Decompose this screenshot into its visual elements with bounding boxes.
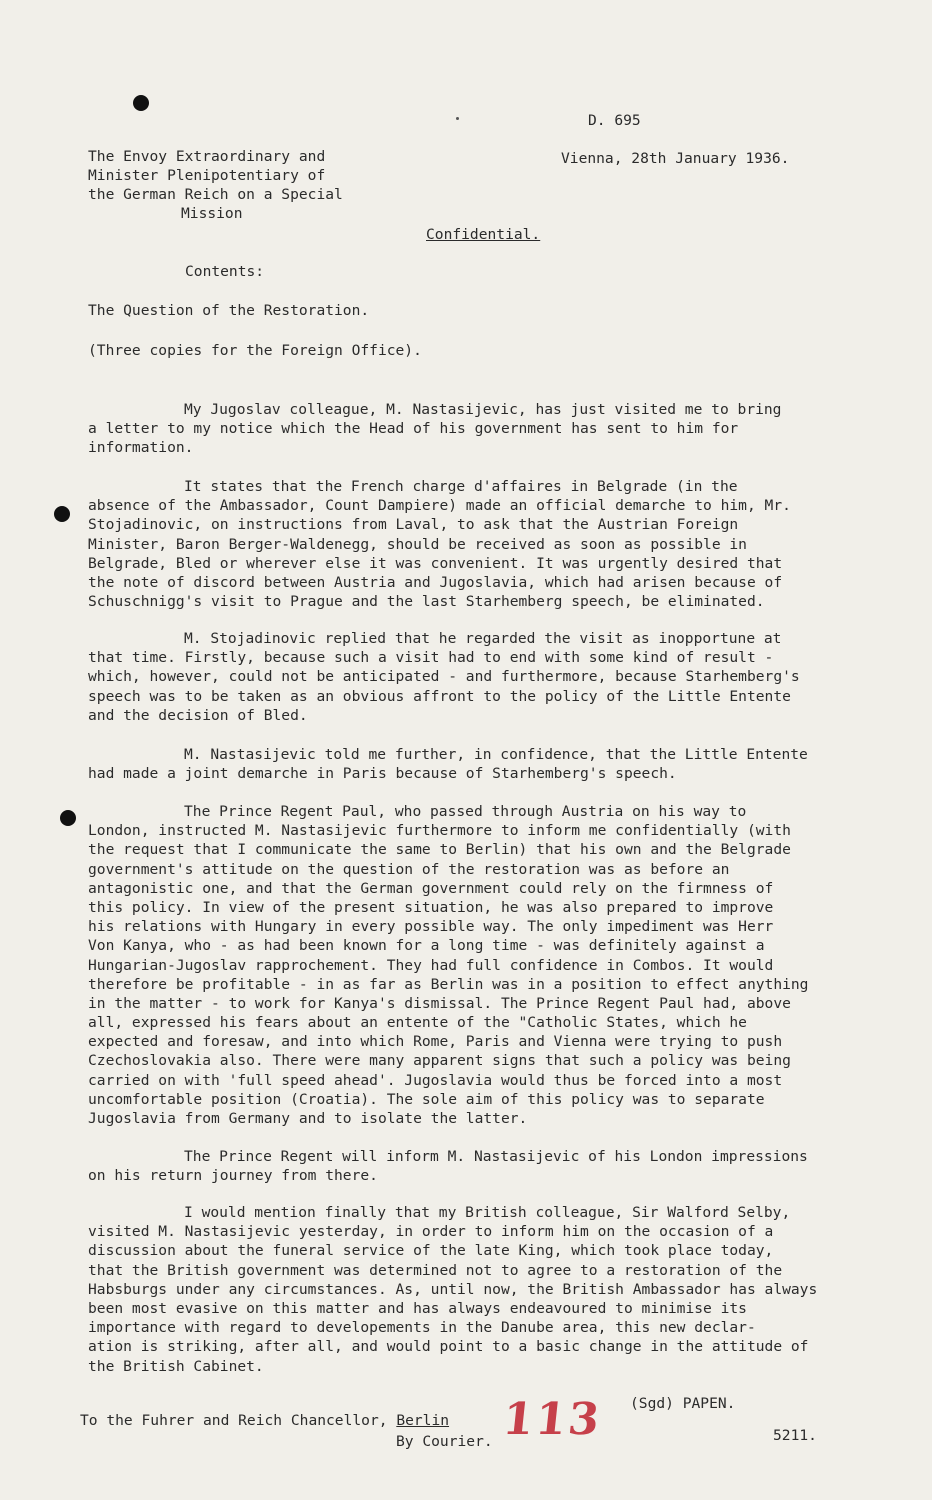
text-line: ation is striking, after all, and would point to a basic change in the attitude of (88, 1338, 809, 1356)
paper-mark (456, 117, 459, 120)
paragraph-6 (88, 1147, 878, 1185)
subject-line: The Question of the Restoration. (88, 302, 370, 319)
text-line: information. (88, 439, 194, 457)
classification: Confidential. (426, 226, 541, 243)
paragraph-2 (88, 477, 878, 611)
text-line: Jugoslavia from Germany and to isolate the latter. (88, 1110, 528, 1127)
sender-block (88, 148, 343, 224)
paragraph-7 (88, 1203, 878, 1376)
text-line: this policy. In view of the present situation, he was also prepared to improve (88, 898, 774, 916)
text-line: visited M. Nastasijevic yesterday, in order to inform him on the occasion of a (88, 1223, 774, 1241)
text-line: Stojadinovic, on instructions from Laval, to ask that the Austrian Foreign (88, 516, 739, 534)
text-line: the note of discord between Austria and Jugoslavia, which had arisen because of (88, 573, 783, 591)
text-line: his relations with Hungary in every possible way. The only impediment was Herr (88, 918, 774, 936)
punch-hole-lower (60, 810, 76, 826)
sender-line: Mission (181, 205, 243, 222)
text-line: discussion about the funeral service of the late King, which took place today, (88, 1242, 774, 1260)
text-line: which, however, could not be anticipated - and furthermore, because Starhemberg's (88, 668, 800, 686)
copies-note: (Three copies for the Foreign Office). (88, 342, 422, 359)
text-line: on his return journey from there. (88, 1167, 378, 1185)
text-line: M. Stojadinovic replied that he regarded the visit as inopportune at (184, 630, 782, 647)
addressee (80, 1412, 449, 1430)
text-line: Minister, Baron Berger-Waldenegg, should be received as soon as possible in (88, 535, 747, 553)
text-line: a letter to my notice which the Head of his government has sent to him for (88, 420, 739, 438)
text-line: Belgrade, Bled or wherever else it was convenient. It was urgently desired that (88, 554, 783, 572)
delivery-method: By Courier. (396, 1433, 493, 1450)
text-line: uncomfortable position (Croatia). The sole aim of this policy was to separate (88, 1090, 765, 1108)
text-line: carried on with 'full speed ahead'. Jugoslavia would thus be forced into a most (88, 1071, 783, 1089)
text-line: London, instructed M. Nastasijevic furthermore to inform me confidentially (with (88, 822, 791, 840)
file-number: 5211. (773, 1427, 817, 1444)
document-number: D. 695 (588, 112, 641, 129)
paragraph-1 (88, 400, 878, 458)
text-line: Habsburgs under any circumstances. As, until now, the British Ambassador has always (88, 1280, 818, 1298)
text-line: and the decision of Bled. (88, 706, 308, 724)
text-line: the British Cabinet. (88, 1357, 264, 1375)
text-line: the request that I communicate the same to Berlin) that his own and the Belgrade (88, 841, 791, 859)
sender-line: the German Reich on a Special (88, 186, 343, 203)
text-line: therefore be profitable - in as far as Berlin was in a position to effect anything (88, 975, 809, 993)
text-line: It states that the French charge d'affaires in Belgrade (in the (184, 478, 738, 495)
punch-hole-top (133, 95, 149, 111)
signature: (Sgd) PAPEN. (630, 1395, 736, 1412)
text-line: Von Kanya, who - as had been known for a long time - was definitely against a (88, 937, 765, 955)
text-line: government's attitude on the question of the restoration was as before an (88, 860, 730, 878)
text-line: in the matter - to work for Kanya's dismissal. The Prince Regent Paul had, above (88, 994, 791, 1012)
sender-line: The Envoy Extraordinary and (88, 148, 326, 165)
text-line: M. Nastasijevic told me further, in confidence, that the Little Entente (184, 746, 808, 763)
text-line: all, expressed his fears about an entente of the "Catholic States, which he (88, 1014, 747, 1032)
text-line: The Prince Regent Paul, who passed through Austria on his way to (184, 803, 747, 820)
text-line: been most evasive on this matter and has always endeavoured to minimise its (88, 1299, 747, 1317)
handwritten-page-number: 113 (500, 1394, 604, 1445)
text-line: antagonistic one, and that the German government could rely on the firmness of (88, 879, 774, 897)
sender-line: Minister Plenipotentiary of (88, 167, 326, 184)
text-line: I would mention finally that my British colleague, Sir Walford Selby, (184, 1204, 791, 1221)
text-line: expected and foresaw, and into which Rome, Paris and Vienna were trying to push (88, 1033, 783, 1051)
text-line: My Jugoslav colleague, M. Nastasijevic, has just visited me to bring (184, 401, 782, 418)
contents-label: Contents: (185, 263, 265, 280)
punch-hole-middle (54, 506, 70, 522)
place-date: Vienna, 28th January 1936. (561, 150, 790, 167)
addressee-city: Berlin (396, 1412, 450, 1429)
text-line: that the British government was determined not to agree to a restoration of the (88, 1261, 783, 1279)
paragraph-5 (88, 802, 878, 1128)
text-line: had made a joint demarche in Paris because of Starhemberg's speech. (88, 765, 677, 783)
text-line: The Prince Regent will inform M. Nastasijevic of his London impressions (184, 1148, 808, 1165)
text-line: Schuschnigg's visit to Prague and the last Starhemberg speech, be eliminated. (88, 593, 765, 611)
text-line: absence of the Ambassador, Count Dampiere) made an official demarche to him, Mr. (88, 497, 791, 515)
addressee-prefix: To the Fuhrer and Reich Chancellor, (80, 1412, 397, 1429)
paragraph-4 (88, 745, 878, 783)
text-line: Czechoslovakia also. There were many apparent signs that such a policy was being (88, 1052, 791, 1070)
text-line: importance with regard to developements in the Danube area, this new declar- (88, 1319, 756, 1337)
paragraph-3 (88, 629, 878, 725)
text-line: speech was to be taken as an obvious affront to the policy of the Little Entente (88, 687, 791, 705)
text-line: that time. Firstly, because such a visit had to end with some kind of result - (88, 649, 774, 667)
text-line: Hungarian-Jugoslav rapprochement. They had full confidence in Combos. It would (88, 956, 774, 974)
